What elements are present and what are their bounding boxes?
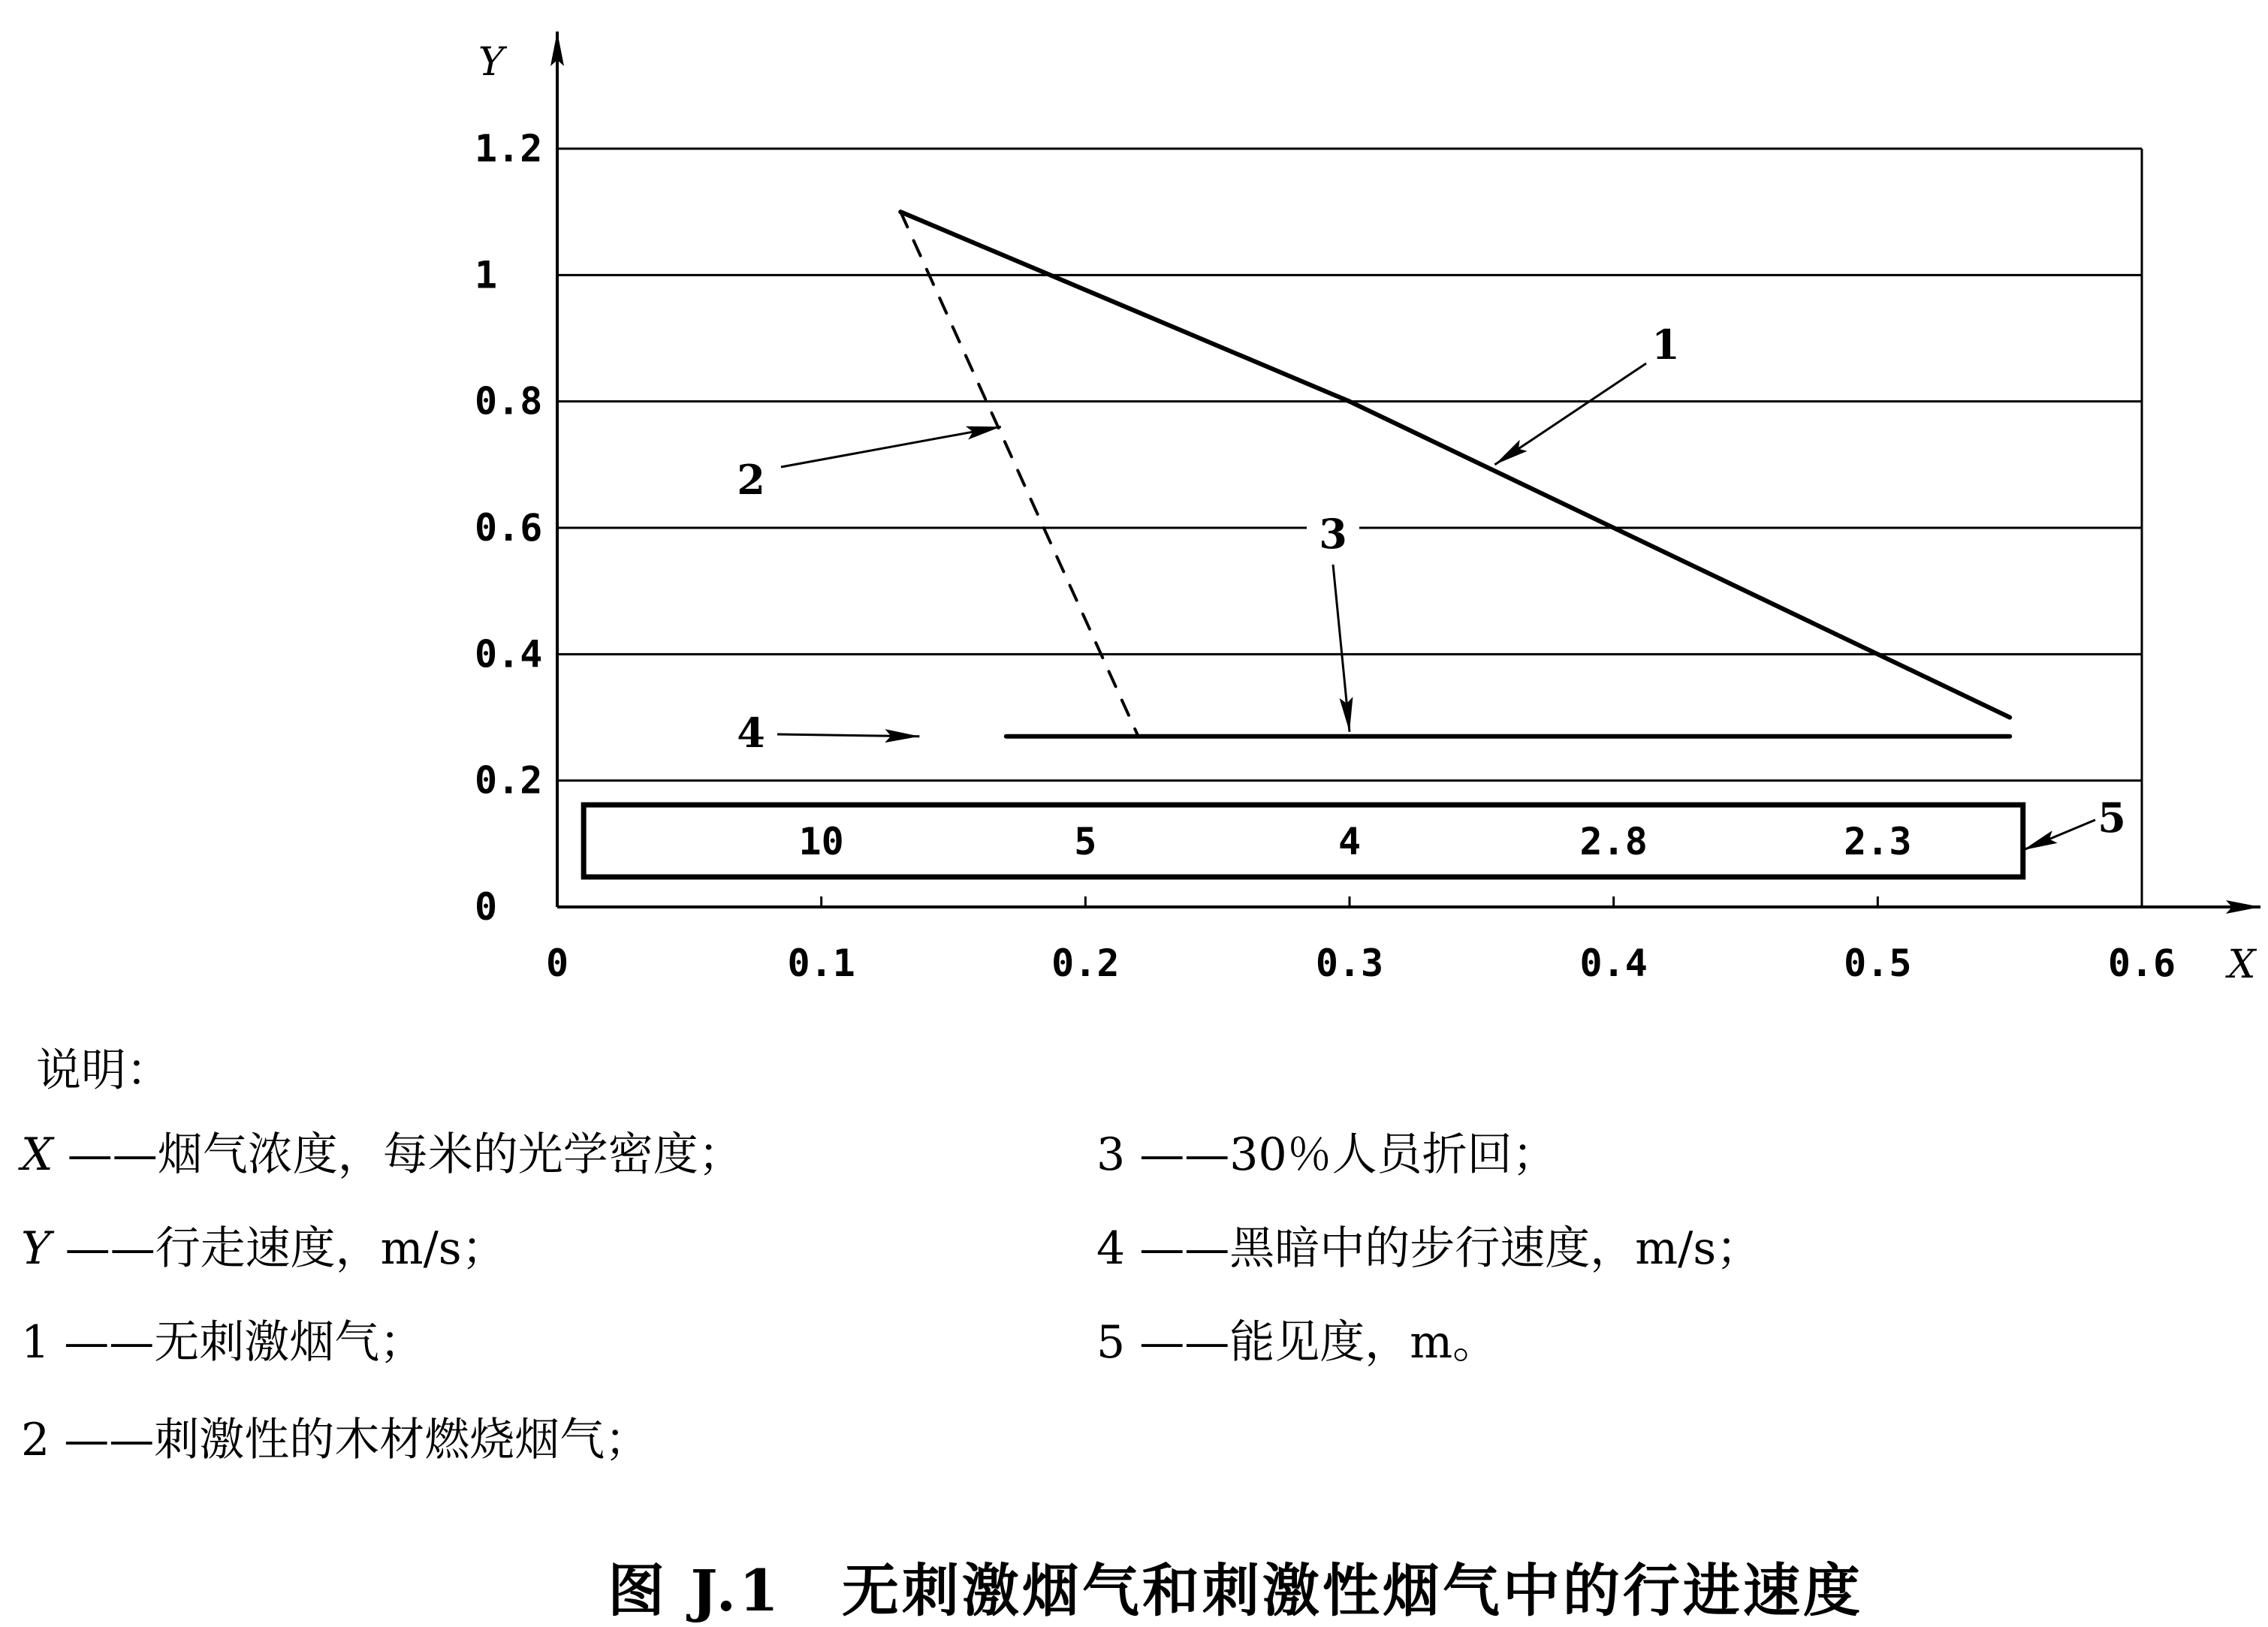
legend-text: ——烟气浓度，每米的光学密度；	[67, 1128, 743, 1181]
y-tick-label: 0	[475, 885, 498, 929]
legend-text: ——能见度，m。	[1139, 1316, 1498, 1369]
x-tick-label: 0.5	[1844, 942, 1912, 985]
legend-item-3	[1096, 1128, 1558, 1181]
legend-item-x	[21, 1128, 743, 1181]
legend-item-1	[21, 1316, 425, 1369]
x-tick-label: 0.6	[2107, 942, 2176, 985]
y-tick-label: 1.2	[475, 127, 543, 170]
callout-arrow-1	[1494, 363, 1646, 465]
legend-item-5	[1096, 1316, 1498, 1369]
visibility-value: 4	[1338, 820, 1362, 863]
visibility-value: 2.3	[1844, 820, 1912, 863]
legend-key: 1	[21, 1316, 50, 1369]
x-tick-label: 0	[545, 942, 569, 985]
tick-labels	[475, 40, 2257, 987]
callout-label-3: 3	[1319, 510, 1347, 558]
visibility-value: 5	[1074, 820, 1097, 863]
legend-key: 3	[1096, 1128, 1126, 1181]
callout-arrow-5	[2023, 820, 2095, 850]
legend-key: Y	[21, 1222, 51, 1275]
legend-text: ——行走速度，m/s；	[65, 1222, 507, 1275]
x-axis-name: X	[2227, 942, 2256, 987]
legend-text: ——黑暗中的步行速度，m/s；	[1139, 1222, 1762, 1275]
legend-key: 2	[21, 1414, 50, 1466]
legend-item-4	[1096, 1222, 1762, 1275]
y-tick-label: 0.6	[475, 506, 543, 550]
legend-key: X	[21, 1128, 53, 1181]
y-tick-label: 0.4	[475, 632, 543, 676]
legend-item-y	[21, 1222, 507, 1275]
visibility-value: 2.8	[1579, 820, 1648, 863]
y-axis-name: Y	[478, 40, 505, 85]
y-tick-label: 0.8	[475, 379, 543, 423]
axes	[557, 32, 2260, 907]
x-tick-label: 0.4	[1579, 942, 1648, 985]
grid-lines	[557, 149, 2142, 907]
series-1-line	[900, 212, 2010, 717]
legend-key: 5	[1096, 1316, 1126, 1369]
legend-heading: 说明：	[36, 1044, 171, 1097]
y-tick-label: 0.2	[475, 758, 543, 803]
callouts	[737, 321, 2126, 850]
callout-label-1: 1	[1651, 321, 1680, 369]
x-tick-label: 0.2	[1051, 942, 1120, 985]
legend-key: 4	[1096, 1222, 1126, 1275]
x-tick-label: 0.1	[787, 942, 855, 985]
callout-label-4: 4	[737, 709, 765, 757]
callout-arrow-2	[781, 426, 1001, 467]
callout-label-2: 2	[737, 456, 765, 504]
legend-text: ——30％人员折回；	[1139, 1128, 1558, 1181]
callout-arrow-3	[1333, 565, 1350, 732]
callout-label-5: 5	[2098, 794, 2126, 842]
y-tick-label: 1	[475, 253, 498, 297]
figure-caption: 图 J.1 无刺激烟气和刺激性烟气中的行进速度	[608, 1557, 1863, 1624]
x-tick-label: 0.3	[1315, 942, 1384, 985]
visibility-box	[584, 805, 2023, 877]
series-2-line	[900, 212, 1139, 737]
legend-text: ——无刺激烟气；	[64, 1316, 425, 1369]
visibility-value: 10	[798, 820, 844, 863]
legend-item-2	[21, 1414, 650, 1466]
series	[900, 212, 2010, 737]
callout-arrow-4	[777, 734, 919, 737]
legend-text: ——刺激性的木材燃烧烟气；	[64, 1414, 650, 1466]
